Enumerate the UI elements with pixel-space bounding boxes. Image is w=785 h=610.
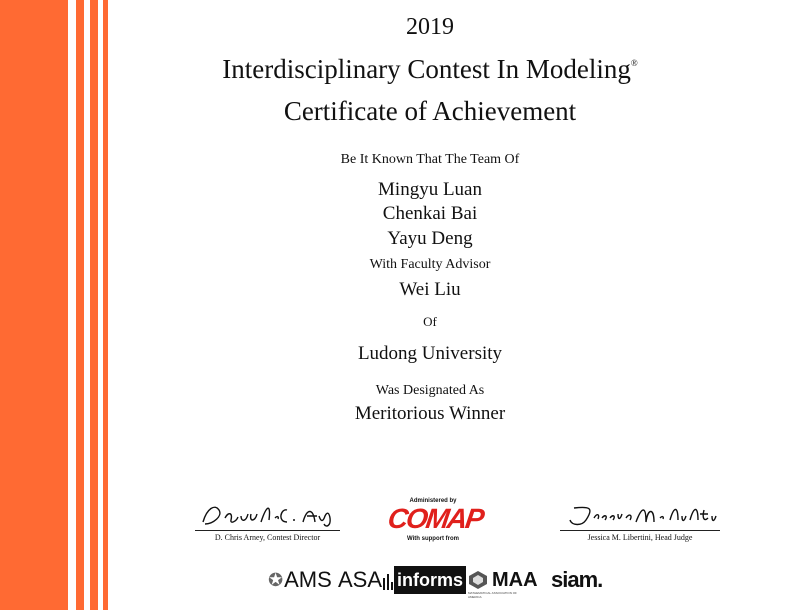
ams-text: AMS [284, 567, 332, 592]
comap-logo: COMAP [385, 503, 485, 534]
siam-logo: siam. [551, 567, 603, 592]
judge-signature [560, 500, 720, 530]
maa-emblem-icon [468, 570, 488, 590]
with-advisor-text: With Faculty Advisor [369, 257, 491, 272]
contest-name [130, 54, 730, 85]
stripe-thin [90, 0, 98, 610]
maa-subtitle: MATHEMATICAL ASSOCIATION OF AMERICA [468, 591, 517, 599]
university-name: Ludong University [357, 343, 503, 364]
certificate-title: Certificate of Achievement [283, 96, 577, 126]
director-caption: D. Chris Arney, Contest Director [214, 533, 321, 542]
registered-mark: ® [630, 58, 638, 68]
signature-line [560, 530, 720, 531]
ams-logo [268, 565, 332, 595]
certificate-year: 2019 [406, 14, 454, 40]
stripe-thin [103, 0, 108, 610]
with-support-text: With support from [407, 536, 459, 542]
ams-emblem-icon: ✪ [268, 569, 284, 590]
administration-block [385, 498, 485, 542]
maa-text: MAA [492, 568, 538, 591]
stripe-wide [0, 0, 68, 610]
director-signature-block [195, 500, 340, 542]
asa-bars-icon [382, 570, 394, 590]
designated-as-text: Was Designated As [375, 383, 485, 398]
decorative-stripes [0, 0, 110, 610]
signature-line [195, 530, 340, 531]
judge-signature-block [560, 500, 720, 542]
team-member: Yayu Deng [387, 228, 473, 249]
informs-logo: informs [394, 566, 466, 594]
be-it-known-text: Be It Known That The Team Of [340, 152, 520, 167]
stripe-thin [76, 0, 84, 610]
judge-caption: Jessica M. Libertini, Head Judge [587, 533, 693, 542]
of-label: Of [423, 314, 437, 329]
contest-name-text: Interdisciplinary Contest In Modeling [222, 54, 631, 84]
asa-logo [338, 565, 394, 595]
sponsor-logos [268, 565, 618, 599]
administered-by-text: Administered by [409, 498, 457, 504]
director-signature [195, 500, 340, 530]
team-member: Mingyu Luan [378, 179, 482, 200]
advisor-name: Wei Liu [399, 279, 461, 300]
asa-text: ASA [338, 567, 383, 592]
team-member: Chenkai Bai [382, 203, 478, 224]
award-title: Meritorious Winner [354, 403, 506, 424]
